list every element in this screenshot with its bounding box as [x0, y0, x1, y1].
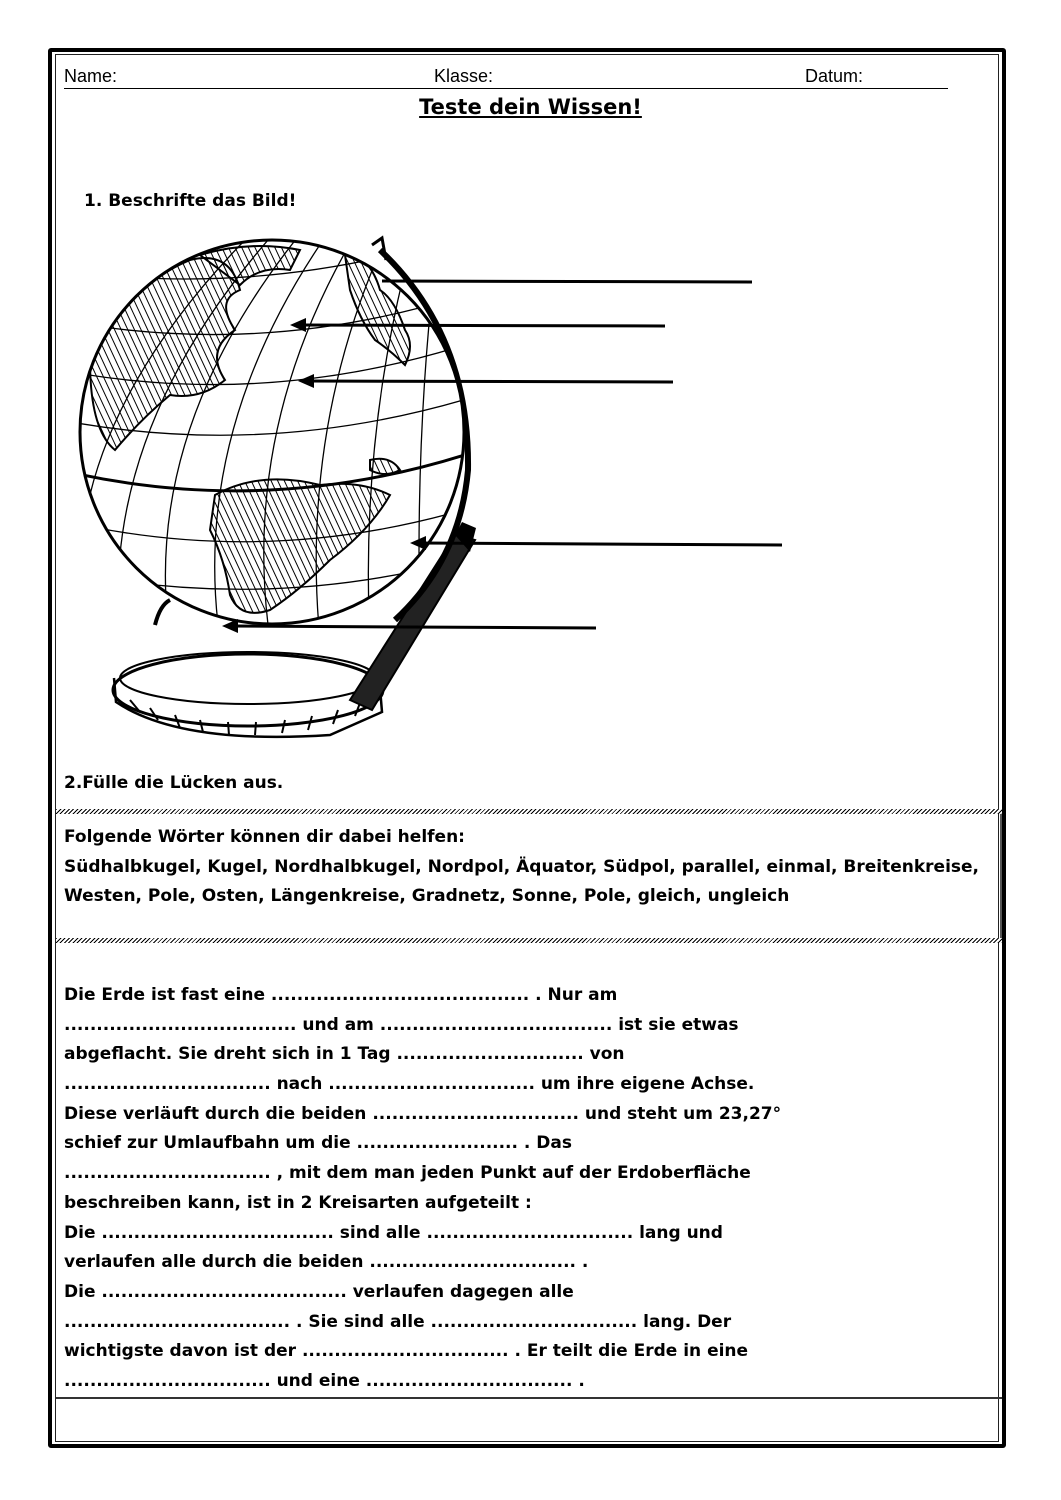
globe-sphere — [60, 185, 480, 640]
cloze-line: ................................ , mit dem man jeden Punkt auf der Erdoberfläche — [64, 1163, 751, 1184]
task-2-heading: 2.Fülle die Lücken aus. — [64, 773, 284, 793]
word-bank-words: Südhalbkugel, Kugel, Nordhalbkugel, Nordpol, Äquator, Südpol, parallel, einmal, Breitenkreise, Westen, Pole, Osten, Längenkreise, Gradnetz, Sonne, Pole, gleich, ungleich — [64, 856, 980, 906]
stand-base — [113, 652, 383, 737]
word-bank — [64, 823, 984, 912]
cloze-line: beschreiben kann, ist in 2 Kreisarten aufgeteilt : — [64, 1192, 532, 1213]
cloze-line: Die ...................................... verlaufen dagegen alle — [64, 1281, 574, 1302]
cloze-line: wichtigste davon ist der ................................ . Er teilt die Erde in eine — [64, 1341, 749, 1362]
cloze-line: .................................... und am .................................... ist sie etwas — [64, 1014, 739, 1035]
date-label: Datum: — [805, 66, 864, 86]
cloze-line: schief zur Umlaufbahn um die ......................... . Das — [64, 1133, 572, 1154]
name-label: Name: — [64, 66, 118, 86]
cloze-line: Die Erde ist fast eine ........................................ . Nur am — [64, 985, 618, 1005]
cloze-line: ................................ nach ................................ um ihre eigene Achse. — [64, 1074, 755, 1095]
divider-top — [56, 809, 1002, 814]
bottom-rule — [56, 1397, 1002, 1399]
box-right-edge — [1000, 814, 1002, 940]
cloze-paragraph — [64, 981, 989, 1397]
cloze-line: verlaufen alle durch die beiden ................................ . — [64, 1252, 589, 1273]
cloze-line: abgeflacht. Sie dreht sich in 1 Tag ............................. von — [64, 1044, 625, 1065]
cloze-line: ................................... . Sie sind alle ................................ lang. Der — [64, 1311, 732, 1332]
divider-bottom — [56, 938, 1002, 943]
cloze-line: Diese verläuft durch die beiden ................................ und steht um 23,27° — [64, 1103, 782, 1124]
task-1-heading: 1. Beschrifte das Bild! — [84, 191, 297, 211]
page-title: Teste dein Wissen! — [419, 95, 642, 119]
cloze-line: ................................ und eine ................................ . — [64, 1370, 585, 1391]
class-label: Klasse: — [434, 66, 494, 86]
word-bank-intro: Folgende Wörter können dir dabei helfen: — [64, 827, 465, 847]
cloze-line: Die .................................... sind alle ................................ lang und — [64, 1222, 723, 1243]
